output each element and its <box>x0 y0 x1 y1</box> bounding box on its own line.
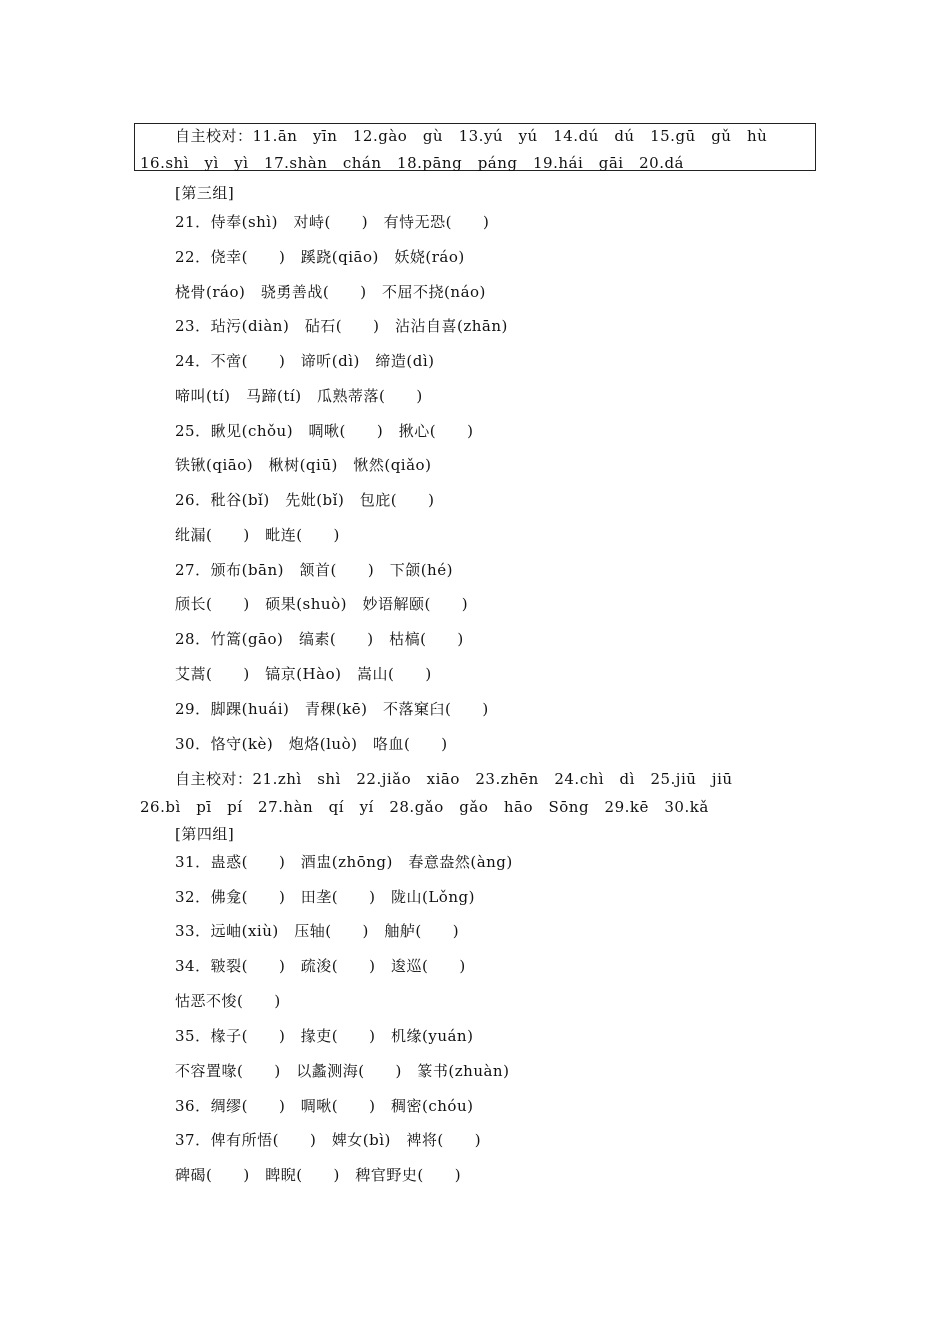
exercise-line: 37．俾有所悟( ) 婢女(bì) 裨将( ) <box>175 1131 482 1149</box>
exercise-line: 艾蒿( ) 镐京(Hào) 嵩山( ) <box>175 665 432 683</box>
exercise-line: 25．瞅见(chǒu) 啁啾( ) 揪心( ) <box>175 422 474 440</box>
exercise-line: 22．侥幸( ) 蹊跷(qiāo) 妖娆(ráo) <box>175 248 465 266</box>
exercise-line: 桡骨(ráo) 骁勇善战( ) 不屈不挠(náo) <box>175 283 486 301</box>
exercise-line: 34．皲裂( ) 疏浚( ) 逡巡( ) <box>175 957 466 975</box>
section-title-group-4: [第四组] <box>175 825 235 843</box>
exercise-line: 31．蛊惑( ) 酒盅(zhōng) 春意盎然(àng) <box>175 853 513 871</box>
exercise-line: 29．脚踝(huái) 青稞(kē) 不落窠臼( ) <box>175 700 489 718</box>
exercise-line: 32．佛龛( ) 田垄( ) 陇山(Lǒng) <box>175 888 475 906</box>
section-title-group-3: [第三组] <box>175 184 235 202</box>
exercise-line: 30．恪守(kè) 炮烙(luò) 咯血( ) <box>175 735 448 753</box>
box-answer-line-1: 自主校对：11.ān yīn 12.gào gù 13.yú yú 14.dú dú 15.gū gǔ hù <box>175 127 768 145</box>
exercise-line: 铁锹(qiāo) 楸树(qiū) 愀然(qiǎo) <box>175 456 432 474</box>
exercise-line: 怙恶不悛( ) <box>175 992 281 1010</box>
exercise-line: 颀长( ) 硕果(shuò) 妙语解颐( ) <box>175 595 469 613</box>
exercise-line: 33．远岫(xiù) 压轴( ) 舳舻( ) <box>175 922 460 940</box>
exercise-line: 不容置喙( ) 以蠡测海( ) 篆书(zhuàn) <box>175 1062 510 1080</box>
exercise-line: 28．竹篙(gāo) 缟素( ) 枯槁( ) <box>175 630 464 648</box>
exercise-line: 35．椽子( ) 掾吏( ) 机缘(yuán) <box>175 1027 474 1045</box>
exercise-line: 纰漏( ) 毗连( ) <box>175 526 340 544</box>
exercise-line: 27．颁布(bān) 颔首( ) 下颌(hé) <box>175 561 453 579</box>
box-answer-line-2: 16.shì yì yì 17.shàn chán 18.pāng páng 19.hái gāi 20.dá <box>140 154 685 172</box>
answer-line-2: 26.bì pī pí 27.hàn qí yí 28.gǎo gǎo hāo Sōng 29.kē 30.kǎ <box>140 798 709 816</box>
exercise-line: 23．玷污(diàn) 砧石( ) 沾沾自喜(zhān) <box>175 317 508 335</box>
exercise-line: 碑碣( ) 睥睨( ) 稗官野史( ) <box>175 1166 462 1184</box>
answer-line-1: 自主校对：21.zhì shì 22.jiǎo xiāo 23.zhēn 24.chì dì 25.jiū jiū <box>175 770 733 788</box>
exercise-line: 啼叫(tí) 马蹄(tí) 瓜熟蒂落( ) <box>175 387 423 405</box>
exercise-line: 26．秕谷(bǐ) 先妣(bǐ) 包庇( ) <box>175 491 435 509</box>
exercise-line: 21．侍奉(shì) 对峙( ) 有恃无恐( ) <box>175 213 490 231</box>
exercise-line: 24．不啻( ) 谛听(dì) 缔造(dì) <box>175 352 435 370</box>
exercise-line: 36．绸缪( ) 啁啾( ) 稠密(chóu) <box>175 1097 474 1115</box>
